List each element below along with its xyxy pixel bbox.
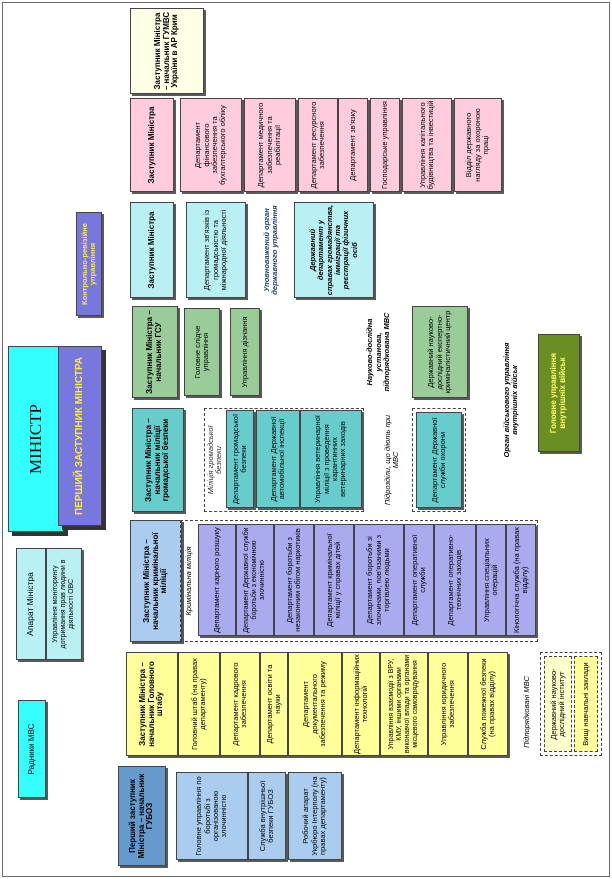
res-item-6 — [402, 98, 452, 192]
res-item-1 — [180, 98, 242, 192]
minister-label: МІНІСТР — [26, 404, 46, 474]
criminal-item-6 — [404, 524, 434, 636]
pr-dept-box — [186, 202, 246, 298]
gsu-head-box — [132, 306, 178, 398]
guboz-head-label: Перший заступник Міністра – начальник ГУБОЗ — [127, 773, 155, 859]
crimea-head-label: Заступник Міністра – начальник ГУМВС України в АР Крим — [152, 11, 180, 91]
criminal-item-5 — [354, 524, 404, 636]
criminal-item-2 — [236, 524, 274, 636]
public-safety-group-label-wrap — [206, 410, 224, 510]
troops-label-wrap — [488, 340, 534, 460]
subordinated-label-wrap — [520, 652, 534, 772]
res-item-4-label: Департамент зв'язку — [347, 109, 357, 181]
higher-education-box — [574, 656, 598, 752]
minister-box — [8, 346, 64, 532]
citizenship-dept-label: Державний департамент у справах громадянства, імміграції та реєстрації фізичних осіб — [307, 204, 359, 296]
deputy-pr-head-box — [130, 202, 174, 298]
human-rights-unit-box — [46, 548, 82, 660]
res-item-6-label: Управління капітального будівництва та інвестицій — [417, 100, 435, 190]
res-item-4 — [338, 98, 368, 192]
staff-item-8-label: Служба пожежної безпеки (на правах відділу) — [478, 658, 496, 750]
criminal-item-3 — [274, 524, 314, 636]
research-institute-box — [544, 656, 572, 752]
criminal-item-3-label: Департамент боротьби з незаконним обігом наркотиків — [284, 528, 302, 632]
gsu-item-2-label: Управління дізнання — [239, 316, 249, 388]
guboz-main-label: Головне управління по боротьбі з організованою злочинністю — [194, 776, 229, 856]
criminal-head-label: Заступник Міністра – начальник кримінальної міліції — [141, 532, 169, 630]
gsu-head-label: Заступник Міністра – начальник ГСУ — [145, 310, 163, 394]
first-deputy-label: ПЕРШИЙ ЗАСТУПНИК МІНІСТРА — [74, 357, 86, 515]
public-safety-item-3-label: Управління ветеринарної міліції з проведення карантинних ветеринарних заходів — [313, 415, 348, 503]
deputy-res-head-box — [130, 98, 174, 192]
first-deputy-box — [58, 346, 102, 526]
gsu-item-2 — [230, 308, 260, 396]
criminal-item-5-label: Департамент боротьби зі злочинами, пов'язаними з торгівлею людьми — [365, 534, 392, 626]
criminal-item-7-label: Департамент оперативно-технічних заходів — [445, 534, 463, 626]
res-item-1-label: Департамент фінансового забезпечення та бухгалтерського обліку — [193, 105, 228, 185]
guboz-head-box — [118, 766, 166, 866]
res-item-2 — [244, 98, 296, 192]
res-item-2-label: Департамент медичного забезпечення та реабілітації — [256, 102, 283, 188]
research-institute-label: Державний науково-дослідний інститут — [548, 668, 566, 740]
units-at-mvs-label: Підрозділи, що діють при МВС — [382, 414, 400, 506]
res-item-5-label: Господарське управління — [379, 101, 389, 189]
expert-center-label: Державний науково-дослідний експертно-криміналістичний центр — [426, 310, 453, 394]
deputy-res-head-label: Заступник Міністра — [146, 106, 156, 184]
interpol-bureau-label: Робочий апарат Укрбюро Інтерполу (на правах департаменту) — [301, 776, 328, 856]
staff-item-2-label: Департамент кадрового забезпечення — [230, 662, 248, 746]
research-label-wrap — [354, 302, 404, 402]
res-item-3 — [298, 98, 338, 192]
criminal-item-7 — [434, 524, 476, 636]
authorized-label: Уповноважений орган державного управління — [261, 205, 279, 295]
staff-item-4 — [288, 652, 342, 756]
units-at-mvs-label-wrap — [374, 410, 410, 510]
criminal-head-box — [130, 520, 182, 642]
control-revision-box — [76, 212, 102, 316]
criminal-item-9-label: Кінологічна служба (на правах відділу) — [511, 526, 529, 634]
deputy-pr-head-label: Заступник Міністра — [146, 211, 156, 289]
gsu-item-1 — [184, 308, 220, 396]
staff-item-7-label: Управління юридичного забезпечення — [438, 662, 456, 746]
ministry-apparatus-label: Апарат Міністра — [25, 572, 36, 636]
authorized-label-wrap — [250, 202, 292, 298]
public-safety-item-2 — [256, 410, 300, 508]
staff-item-8 — [468, 652, 508, 756]
staff-item-7 — [428, 652, 468, 756]
res-item-7-label: Відділ державного нагляду за охороною праці — [464, 108, 491, 182]
public-safety-item-2-label: Департамент Державної автомобільної інспекції — [268, 416, 286, 502]
public-safety-head-label: Заступник Міністра – начальник міліції громадської безпеки — [143, 418, 171, 502]
control-revision-label: Контрольно-ревізійне управління — [79, 223, 97, 305]
guboz-main-box — [176, 772, 248, 860]
public-safety-head-box — [132, 408, 184, 512]
mvs-councils-box — [18, 700, 46, 798]
staff-item-6 — [380, 652, 428, 756]
public-safety-group-label: Міліція громадської безпеки — [205, 425, 223, 495]
staff-item-6-label: Управління взаємодії з ВРУ, КМУ, іншими органами виконавчої влади та органами місцевого самоврядування — [388, 654, 419, 754]
gsu-item-1-label: Головне слідче управління — [192, 325, 210, 379]
criminal-item-8-label: Управління спеціальних операцій — [481, 538, 499, 622]
staff-item-2 — [220, 652, 260, 756]
staff-head-box — [126, 652, 178, 756]
crimea-head-box — [130, 8, 204, 94]
research-label: Науково-дослідна установа, підпорядкована МВС — [365, 312, 392, 392]
internal-troops-box — [538, 334, 580, 452]
expert-center-box — [412, 306, 468, 398]
criminal-item-1 — [198, 524, 236, 636]
ministry-apparatus-box — [16, 548, 46, 660]
staff-item-3-label: Департамент освіти та науки — [264, 664, 282, 744]
res-item-7 — [454, 98, 502, 192]
criminal-group-label: Кримінальна міліція — [183, 546, 193, 616]
public-safety-item-1 — [226, 410, 254, 508]
public-safety-item-1-label: Департамент громадської безпеки — [230, 413, 248, 505]
internal-troops-label: Головне управління внутрішніх військ — [549, 352, 567, 434]
mvs-councils-label: Радники МВС — [26, 723, 36, 775]
interpol-bureau-box — [288, 772, 342, 860]
res-item-3-label: Департамент ресурсного забезпечення — [308, 101, 326, 189]
criminal-item-4-label: Департамент кримінальної міліції у справах дітей — [324, 533, 342, 627]
criminal-item-9 — [506, 524, 536, 636]
staff-item-3 — [260, 652, 288, 756]
criminal-item-8 — [476, 524, 506, 636]
staff-item-5-label: Департамент інформаційних технологій — [351, 654, 369, 754]
res-item-5 — [370, 98, 400, 192]
human-rights-unit-label: Управління моніторингу дотримання прав людини в діяльності ОВС — [52, 559, 75, 649]
public-safety-item-3 — [300, 410, 362, 508]
guboz-internal-security-box — [248, 772, 286, 860]
higher-education-label: Вищі навчальні заклади — [580, 662, 590, 746]
pr-dept-label: Департамент зв'язків із громадськістю та міжнародної діяльності — [202, 209, 229, 291]
state-guard-box — [416, 412, 462, 508]
criminal-item-1-label: Департамент карного розшуку — [211, 527, 221, 633]
criminal-item-6-label: Департамент оперативної служби — [409, 534, 427, 626]
staff-item-1-label: Головний штаб (на правах департаменту) — [189, 658, 207, 750]
staff-item-4-label: Департамент документального забезпечення та режиму — [301, 661, 328, 747]
staff-item-1 — [178, 652, 220, 756]
criminal-item-2-label: Департамент Державної служби боротьби з економічною злочинністю — [243, 527, 266, 633]
state-guard-label: Департамент Державної служби охорони — [429, 417, 447, 503]
subordinated-label: Підпорядковані МВС — [521, 676, 531, 748]
criminal-item-4 — [314, 524, 354, 636]
staff-item-5 — [342, 652, 380, 756]
citizenship-dept-box — [294, 202, 374, 298]
guboz-internal-security-label: Служба внутрішньої безпеки ГУБОЗ — [257, 780, 275, 852]
staff-head-label: Заступник Міністра – начальник Головного штабу — [137, 661, 165, 747]
troops-label: Орган військового управління внутрішніх військ — [501, 342, 519, 458]
criminal-group-label-wrap — [182, 522, 196, 640]
